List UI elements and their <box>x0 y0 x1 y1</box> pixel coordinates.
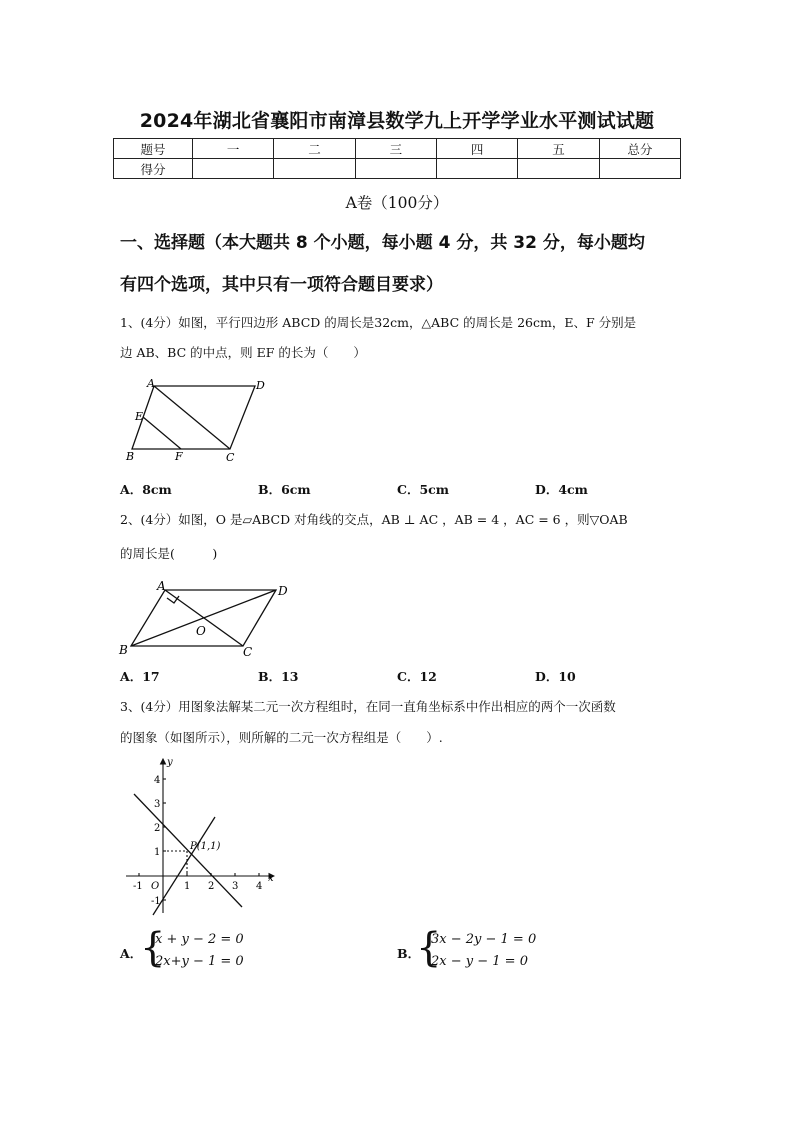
q2-option-b[interactable] <box>258 667 298 685</box>
score-table-score-row <box>114 159 681 179</box>
q3-coordinate-graph <box>118 755 284 917</box>
option-text: 8cm <box>142 482 172 497</box>
score-cell[interactable] <box>193 159 274 179</box>
score-header-cell: 题号 <box>114 139 193 159</box>
q3-y-axis-label: y <box>167 757 173 768</box>
q1-label-e: E <box>135 410 144 423</box>
q2-label-o: O <box>196 624 206 638</box>
q1-label-d: D <box>256 379 265 392</box>
q1-label-a: A <box>147 377 155 390</box>
q1-parallelogram-figure <box>118 372 278 464</box>
exam-title: 2024年湖北省襄阳市南漳县数学九上开学学业水平测试试题 <box>139 110 655 132</box>
q3-y-tick-label: 1 <box>154 847 161 858</box>
q2-right-angle-mark <box>167 596 179 603</box>
option-letter: B． <box>258 482 282 497</box>
option-text: 17 <box>142 669 160 684</box>
option-letter: A． <box>120 946 143 961</box>
q3-y-tick-label: 4 <box>154 775 161 786</box>
q3-x-tick-label: -1 <box>133 881 143 892</box>
part1-heading-line1: 一、选择题（本大题共 8 个小题，每小题 4 分，共 32 分，每小题均 <box>120 233 645 253</box>
score-row-label: 得分 <box>114 159 193 179</box>
score-cell[interactable] <box>274 159 355 179</box>
option-letter: C． <box>397 482 420 497</box>
option-text: 6cm <box>281 482 311 497</box>
q1-label-c: C <box>226 451 235 464</box>
q2-option-a[interactable] <box>120 667 160 685</box>
q3-option-b-eq1: 3x − 2y − 1 = 0 <box>431 932 537 947</box>
score-header-cell: 三 <box>355 139 436 159</box>
section-title: A卷（100分） <box>345 194 449 212</box>
option-letter: A． <box>120 669 143 684</box>
option-text: 4cm <box>558 482 588 497</box>
q3-x-tick-label: 3 <box>232 881 239 892</box>
q3-text-line1: 3、(4分）用图象法解某二元一次方程组时，在同一直角坐标系中作出相应的两个一次函数 <box>120 699 616 714</box>
score-header-cell: 一 <box>193 139 274 159</box>
option-letter: B． <box>258 669 282 684</box>
score-cell[interactable] <box>355 159 436 179</box>
q3-option-b-brace: { <box>416 925 442 971</box>
part1-heading-line2: 有四个选项，其中只有一项符合题目要求） <box>120 275 443 295</box>
q3-option-b-system <box>431 929 536 973</box>
q3-y-tick-label: 3 <box>154 799 161 810</box>
q1-parallelogram-abcd <box>132 386 255 449</box>
q3-option-a-brace: { <box>140 925 166 971</box>
score-header-cell: 四 <box>436 139 517 159</box>
q2-option-c[interactable] <box>397 667 437 685</box>
option-letter: D． <box>535 482 559 497</box>
q3-text-line2: 的图象（如图所示），则所解的二元一次方程组是（ ）. <box>120 730 443 745</box>
q3-option-a-letter[interactable] <box>120 944 142 962</box>
option-letter: C． <box>397 669 420 684</box>
q2-text-line2: 的周长是( ) <box>120 546 218 561</box>
option-text: 12 <box>419 669 437 684</box>
q2-label-a: A <box>157 579 166 593</box>
q2-label-d: D <box>278 584 288 598</box>
q3-line-2 <box>153 817 215 915</box>
q3-option-a-eq1: x + y − 2 = 0 <box>155 932 244 947</box>
score-cell[interactable] <box>599 159 680 179</box>
q2-option-d[interactable] <box>535 667 576 685</box>
score-table <box>113 138 681 179</box>
score-header-cell: 二 <box>274 139 355 159</box>
q3-option-b-eq2: 2x − y − 1 = 0 <box>431 954 528 969</box>
q3-x-tick-label: 4 <box>256 881 263 892</box>
q1-text-line2: 边 AB、BC 的中点，则 EF 的长为（ ） <box>120 345 366 360</box>
option-text: 13 <box>281 669 299 684</box>
score-header-cell: 五 <box>518 139 599 159</box>
q1-label-b: B <box>126 450 135 463</box>
q3-x-axis-label: x <box>268 873 274 884</box>
q2-text-line1: 2、(4分）如图，O 是▱ABCD 对角线的交点，AB ⊥ AC ，AB = 4 ，AC = 6 ，则▽OAB <box>120 512 628 527</box>
q2-label-c: C <box>243 645 253 659</box>
option-letter: B． <box>397 946 421 961</box>
q3-option-a-eq2: 2x+y − 1 = 0 <box>155 954 244 969</box>
q3-option-a-system <box>155 929 244 973</box>
option-letter: A． <box>120 482 143 497</box>
q1-option-a[interactable] <box>120 480 172 498</box>
score-cell[interactable] <box>518 159 599 179</box>
q1-option-d[interactable] <box>535 480 588 498</box>
q3-point-label: P(1,1) <box>190 841 221 852</box>
q3-x-tick-label: 2 <box>208 881 215 892</box>
option-text: 5cm <box>419 482 449 497</box>
q3-y-tick-label: 2 <box>154 823 161 834</box>
q1-label-f: F <box>175 450 183 463</box>
q1-segment-ef <box>143 417 181 449</box>
option-letter: D． <box>535 669 559 684</box>
q3-x-tick-label: 1 <box>184 881 191 892</box>
option-text: 10 <box>558 669 576 684</box>
q3-y-tick-label: -1 <box>151 896 161 907</box>
q3-origin-label: O <box>151 881 160 892</box>
score-header-cell: 总分 <box>599 139 680 159</box>
q1-text-line1: 1、(4分）如图，平行四边形 ABCD 的周长是32cm，△ABC 的周长是 26cm，E、F 分别是 <box>120 315 637 330</box>
q2-label-b: B <box>119 643 128 657</box>
q1-option-c[interactable] <box>397 480 449 498</box>
q1-option-b[interactable] <box>258 480 311 498</box>
score-cell[interactable] <box>436 159 517 179</box>
q1-diagonal-ac <box>154 386 230 449</box>
score-table-header-row <box>114 139 681 159</box>
q2-parallelogram-figure <box>116 576 296 662</box>
